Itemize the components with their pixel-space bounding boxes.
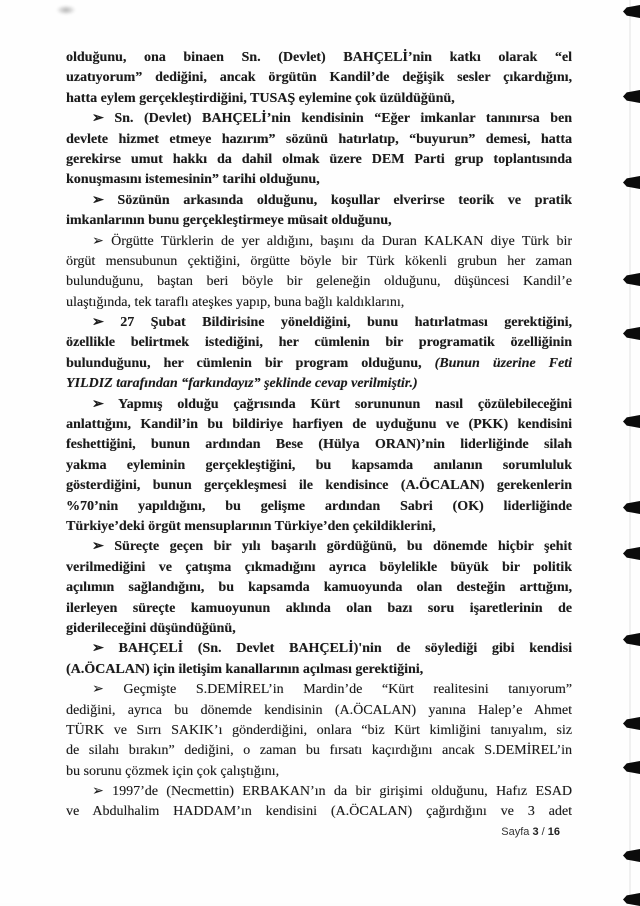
text-run: ➢ Sözünün arkasında olduğunu, koşullar elverirse teorik ve pratik xyxy=(92,192,572,208)
bullet-paragraph xyxy=(66,395,572,538)
text-line xyxy=(66,395,572,415)
text-run: imkanlarının bunu gerçekleştirmeye müsait olduğunu, xyxy=(66,213,392,229)
text-run: özellikle belirtmek istediğini, her cümlenin bir programatik özelliğinin xyxy=(66,335,572,351)
page-footer-label: Sayfa xyxy=(501,826,530,838)
text-line xyxy=(66,497,572,517)
text-run: hatta eylem gerçekleştirdiğini, TUSAŞ eylemine çok üzüldüğünü, xyxy=(66,90,455,106)
scan-artifact-mark xyxy=(623,176,640,189)
text-line xyxy=(66,89,572,109)
text-line xyxy=(66,415,572,435)
text-run: bulunduğunu, baştan beri böyle bir geleneğin olduğunu, düşüncesi Kandil’e xyxy=(66,274,572,290)
scan-artifact-mark xyxy=(623,849,640,862)
text-line xyxy=(66,435,572,455)
text-line xyxy=(66,191,572,211)
scan-artifact-mark xyxy=(623,90,640,103)
text-line xyxy=(66,741,572,761)
text-line xyxy=(66,721,572,741)
scan-artifact-mark xyxy=(623,273,640,286)
text-line xyxy=(66,476,572,496)
text-line xyxy=(66,456,572,476)
text-run: dediğini, ayrıca bu dönemde kendisinin (A.ÖCALAN) yanına Halep’e Ahmet xyxy=(66,702,572,718)
bullet-paragraph xyxy=(66,232,572,314)
text-run: ➢ Yapmış olduğu çağrısında Kürt sorununun nasıl çözülebileceğini xyxy=(92,396,572,412)
text-run: ilerleyen süreçte kamuoyunun aklında olan bazı soru işaretlerinin de xyxy=(66,600,572,616)
scan-artifact-mark xyxy=(623,761,640,774)
text-line xyxy=(66,211,572,231)
text-line xyxy=(66,130,572,150)
scan-artifact-mark xyxy=(623,633,640,646)
text-run: ➢ Sn. (Devlet) BAHÇELİ’nin kendisinin “Eğer imkanlar tanınırsa ben xyxy=(92,111,572,127)
bullet-paragraph xyxy=(66,782,572,823)
text-line xyxy=(66,374,572,394)
scan-smudge-artifact xyxy=(56,5,76,15)
text-block xyxy=(66,48,572,823)
text-line xyxy=(66,578,572,598)
text-line xyxy=(66,517,572,537)
text-run: ➢ 1997’de (Necmettin) ERBAKAN’ın da bir girişimi olduğunu, Hafız ESAD xyxy=(92,784,572,800)
text-line xyxy=(66,272,572,292)
page-total: 16 xyxy=(547,826,560,838)
text-run: ➢ Örgütte Türklerin de yer aldığını, başını da Duran KALKAN diye Türk bir xyxy=(92,233,572,249)
scan-artifact-mark xyxy=(623,327,640,340)
bullet-paragraph xyxy=(66,191,572,232)
text-run: gösterdiğini, bunun gerçekleşmesi ile kendisince (A.ÖCALAN) gerekenlerin xyxy=(66,478,572,494)
text-line xyxy=(66,48,572,68)
text-run: ulaştığında, tek taraflı ateşkes yapıp, buna bağlı kaldıklarını, xyxy=(66,294,405,310)
text-run: bu sorunu çözmek için çok çalıştığını, xyxy=(66,763,280,779)
text-line xyxy=(66,802,572,822)
text-run: örgüt mensubunun çektiğini, örgütte böyle bir Türk kökenli grubun her zaman xyxy=(66,253,572,269)
text-run: giderileceğini düşündüğünü, xyxy=(66,620,236,636)
bullet-paragraph xyxy=(66,537,572,639)
text-line xyxy=(66,232,572,252)
text-run: feshettiğini, bunun ardından Bese (Hülya ORAN)’nin liderliğinde silah xyxy=(66,437,572,453)
page-number: 3 xyxy=(532,826,539,838)
text-line xyxy=(66,333,572,353)
text-run: ➢ Süreçte geçen bir yılı başarılı gördüğünü, bu dönemde hiçbir şehit xyxy=(92,539,572,555)
text-line xyxy=(66,782,572,802)
text-line xyxy=(66,313,572,333)
text-line xyxy=(66,170,572,190)
text-line xyxy=(66,762,572,782)
scan-artifact-mark xyxy=(623,717,640,730)
text-line xyxy=(66,537,572,557)
text-line xyxy=(66,639,572,659)
text-run: olduğunu, ona binaen Sn. (Devlet) BAHÇELİ’nin katkı olarak “el xyxy=(66,50,572,65)
paragraph xyxy=(66,48,572,109)
bullet-paragraph xyxy=(66,109,572,191)
text-run: açılımın sağlandığını, bu kapsamda kamuoyunda olan desteğin arttığını, xyxy=(66,580,572,596)
text-run: TÜRK ve Sırrı SAKIK’ı gönderdiğini, onlara “biz Kürt kimliğini tanıyalım, siz xyxy=(66,722,572,738)
text-line xyxy=(66,354,572,374)
text-run: YILDIZ tarafından “farkındayız” şeklinde cevap verilmiştir.) xyxy=(66,376,418,392)
text-line xyxy=(66,68,572,88)
text-line xyxy=(66,680,572,700)
text-run: ➢ 27 Şubat Bildirisine yöneldiğini, bunu hatırlatması gerektiğini, xyxy=(92,315,572,331)
page-footer-separator: / xyxy=(541,826,545,838)
text-line xyxy=(66,150,572,170)
text-line xyxy=(66,619,572,639)
text-line xyxy=(66,109,572,129)
text-line xyxy=(66,252,572,272)
bullet-paragraph xyxy=(66,680,572,782)
scan-artifact-mark xyxy=(623,501,640,514)
scan-artifact-mark xyxy=(623,547,640,560)
text-run: Türkiye’deki örgüt mensuplarının Türkiye’den çekildiklerini, xyxy=(66,518,436,534)
text-run: uzatıyorum” dediğini, ancak örgütün Kandil’de değişik sesler çıkardığını, xyxy=(66,70,572,86)
text-run: konuşmasını istemesinin” tarihi olduğunu, xyxy=(66,172,320,188)
text-line xyxy=(66,293,572,313)
text-run: ve Abdulhalim HADDAM’ın kendisini (A.ÖCALAN) çağırdığını ve 3 adet xyxy=(66,804,572,820)
text-line xyxy=(66,599,572,619)
text-run: anlattığını, Kandil’in bu bildiriye harfiyen de uyduğunu ve (PKK) kendisini xyxy=(66,417,572,433)
bullet-paragraph xyxy=(66,313,572,395)
scan-artifact-mark xyxy=(623,5,640,18)
text-run: yakma eyleminin gerçekleştiğini, bu kapsamda anılanın sorumluluk xyxy=(66,457,572,473)
text-line xyxy=(66,558,572,578)
bullet-paragraph xyxy=(66,639,572,680)
text-run: gerekirse umut hakkı da dahil olmak üzere DEM Parti grup toplantısında xyxy=(66,151,572,167)
text-run: de silahı bırakın” dediğini, o zaman bu fırsatı kaçırdığını ancak S.DEMİREL’in xyxy=(66,743,572,759)
text-run: (Bunun üzerine Feti xyxy=(434,355,572,371)
text-run: bulunduğunu, her cümlenin bir program olduğunu, xyxy=(66,355,435,371)
text-run: ➢ BAHÇELİ (Sn. Devlet BAHÇELİ)'nin de söylediği gibi kendisi xyxy=(92,641,572,657)
page-footer xyxy=(501,826,560,838)
text-run: %70’nin yapıldığını, bu gelişme ardından Sabri (OK) liderliğinde xyxy=(66,498,572,514)
text-run: devlete hizmet etmeye hazırım” sözünü hatırlatıp, “buyurun” demesi, hatta xyxy=(66,131,572,147)
scan-artifact-mark xyxy=(623,415,640,428)
scan-artifact-mark xyxy=(623,893,640,906)
text-line xyxy=(66,701,572,721)
text-line xyxy=(66,660,572,680)
text-run: (A.ÖCALAN) için iletişim kanallarının açılması gerektiğini, xyxy=(66,661,424,677)
text-run: verilmediğini ve çatışma çıkmadığını ayrıca böylelikle büyük bir politik xyxy=(66,559,572,575)
text-run: ➢ Geçmişte S.DEMİREL’in Mardin’de “Kürt realitesini tanıyorum” xyxy=(92,682,572,698)
